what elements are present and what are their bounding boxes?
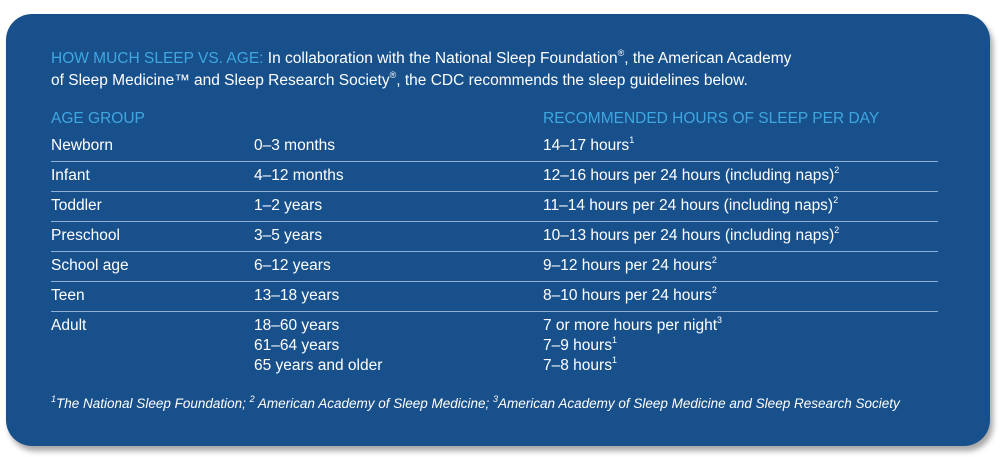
- hours-text: 10–13 hours per 24 hours (including naps): [543, 227, 835, 244]
- age-group-cell: Newborn: [51, 137, 114, 154]
- footnote-text: The National Sleep Foundation;: [56, 396, 250, 411]
- hours-cell: [543, 224, 840, 245]
- age-range-cell: 4–12 months: [254, 167, 344, 184]
- footnotes: [51, 393, 900, 411]
- age-range-line: 18–60 years: [254, 317, 340, 334]
- footnote-number: 1: [51, 393, 57, 404]
- sleep-guidelines-panel: [6, 14, 990, 446]
- hours-text: 9–12 hours per 24 hours: [543, 257, 712, 274]
- age-range-cell: 13–18 years: [254, 287, 340, 304]
- table-row: [51, 252, 938, 282]
- intro-text-1: In collaboration with the National Sleep Foundation: [263, 50, 618, 67]
- table-row: [51, 282, 938, 312]
- age-range-cell: 6–12 years: [254, 257, 331, 274]
- age-range-cell: 0–3 months: [254, 137, 335, 154]
- intro-text-2: , the American Academy: [624, 50, 792, 67]
- age-range-line: 65 years and older: [254, 357, 383, 374]
- hours-text: 11–14 hours per 24 hours (including naps): [543, 197, 834, 214]
- age-group-header: AGE GROUP: [51, 110, 145, 127]
- table-row: [51, 132, 938, 162]
- hours-text: 7 or more hours per night: [543, 317, 718, 334]
- hours-text: 14–17 hours: [543, 137, 630, 154]
- sleep-table: [51, 132, 938, 378]
- intro-text: [51, 48, 951, 92]
- footnote-ref: 2: [834, 224, 840, 235]
- footnote-ref: 1: [629, 134, 635, 145]
- age-group-cell: School age: [51, 257, 129, 274]
- age-group-cell: Adult: [51, 317, 87, 334]
- age-range-line: 61–64 years: [254, 337, 340, 354]
- recommended-hours-header: RECOMMENDED HOURS OF SLEEP PER DAY: [543, 110, 880, 127]
- intro-heading: HOW MUCH SLEEP VS. AGE:: [51, 50, 264, 67]
- footnote-ref: 2: [833, 194, 839, 205]
- footnote-ref: 3: [717, 314, 723, 325]
- table-row-adult: [51, 312, 938, 378]
- footnote-ref: 1: [611, 334, 617, 345]
- intro-text-3: of Sleep Medicine™ and Sleep Research Society: [51, 72, 390, 89]
- age-range-cell: [254, 317, 382, 377]
- age-range-cell: 1–2 years: [254, 197, 323, 214]
- hours-cell: [543, 284, 717, 305]
- footnote-text: American Academy of Sleep Medicine and Sleep Research Society: [498, 396, 900, 411]
- table-row: [51, 192, 938, 222]
- age-group-cell: Infant: [51, 167, 90, 184]
- age-range-cell: 3–5 years: [254, 227, 323, 244]
- hours-text: 8–10 hours per 24 hours: [543, 287, 712, 304]
- hours-cell: [543, 134, 635, 155]
- hours-line: [543, 354, 722, 377]
- hours-text: 7–8 hours: [543, 357, 612, 374]
- footnote-number: 3: [493, 393, 499, 404]
- footnote-text: American Academy of Sleep Medicine;: [254, 396, 494, 411]
- hours-line: [543, 314, 723, 337]
- intro-text-4: , the CDC recommends the sleep guidelines below.: [396, 72, 748, 89]
- age-group-cell: Teen: [51, 287, 85, 304]
- registered-mark-2: ®: [389, 69, 397, 80]
- hours-cell: [543, 164, 840, 185]
- hours-cell: [543, 254, 717, 275]
- footnote-ref: 2: [711, 254, 717, 265]
- age-group-cell: Preschool: [51, 227, 120, 244]
- footnote-ref: 1: [611, 354, 617, 365]
- registered-mark-1: ®: [617, 47, 625, 58]
- footnote-number: 2: [249, 393, 255, 404]
- table-row: [51, 222, 938, 252]
- hours-line: [543, 334, 722, 357]
- age-group-cell: Toddler: [51, 197, 102, 214]
- footnote-ref: 2: [711, 284, 717, 295]
- hours-text: 12–16 hours per 24 hours (including naps): [543, 167, 835, 184]
- hours-cell: [543, 194, 839, 215]
- hours-cell: [543, 314, 723, 377]
- footnote-ref: 2: [834, 164, 840, 175]
- hours-text: 7–9 hours: [543, 337, 612, 354]
- table-row: [51, 162, 938, 192]
